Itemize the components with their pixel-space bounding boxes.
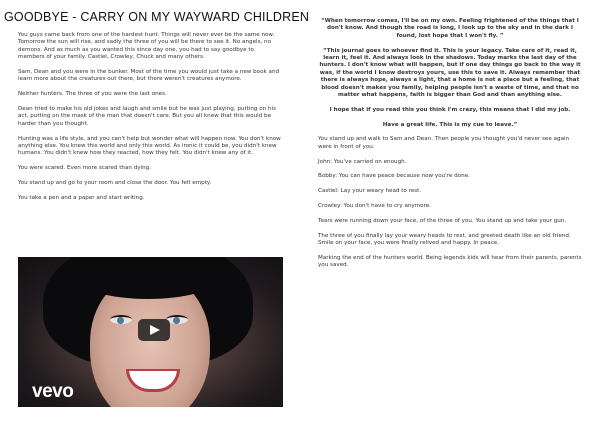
story-paragraph: You stand up and walk to Sam and Dean. Then people you thought you'd never see again were in front of you. [318, 136, 570, 150]
journal-quote: I hope that if you read this you think I'm crazy, this means that I did my job. [329, 106, 571, 113]
lyric-quote: “When tomorrow comes, I'll be on my own. Feeling frightened of the things that I don't know. And though the road is long, I look up to the sky and in the dark I found, lost hope that I won't fly. ” [321, 18, 579, 39]
right-column [318, 18, 582, 277]
page-title: GOODBYE - CARRY ON MY WAYWARD CHILDREN [4, 10, 310, 24]
story-paragraph: Marking the end of the hunters world. Being legends kids will hear from their parents, parents you saved. [318, 254, 582, 269]
dialogue-line: John: You've carried on enough. [318, 158, 407, 165]
play-button-icon[interactable] [138, 319, 170, 341]
story-paragraph: You take a pen and a paper and start writing. [18, 194, 145, 201]
story-paragraph: Sam, Dean and you were in the bunker. Most of the time you would just take a new book and learn more about the creatures out there, but there weren't creatures anymore. [18, 69, 280, 83]
video-player[interactable] [18, 257, 283, 407]
story-paragraph: Tears were running down your face, of the three of you. You stand up and take your gun. [318, 217, 567, 224]
story-paragraph: You were scared. Even more scared than dying. [18, 165, 151, 172]
video-thumbnail-eye [110, 315, 132, 324]
story-paragraph: Dean tried to make his old jokes and laugh and smile but he was just playing, putting on his act, putting on the mask of the man that doesn't care. But you all knew that this would be harder than you thought. [18, 106, 277, 127]
story-paragraph: You guys came back from one of the hardest hunt. Things will never ever be the same now. Tomorrow the sun will rise, and sadly the three of you will be there to see it. No angels, no demons. And as much as you wanted this since day one, you had to say goodbye to members of your family. Castiel, Crowley, Chuck and many others. [18, 32, 275, 61]
video-thumbnail-fringe [78, 257, 218, 299]
journal-quote: Have a great life. This is my cue to leave.” [382, 121, 518, 128]
story-paragraph: The three of you finally lay your weary heads to rest, and greeted death like an old friend. Smile on your face, you were finally relived and happy. In peace. [318, 232, 571, 247]
story-paragraph: Hunting was a life style, and you can't help but wonder what will happen now. You don't know anything else. You knew this world and only this world. As ironic it could be, you didn't knew humans. You didn't knew how they reacted, how they felt. You didn't knew any of it. [18, 135, 281, 157]
dialogue-line: Bobby: You can have peace because now you're done. [318, 173, 470, 180]
story-paragraph: You stand up and go to your room and close the door. You felt empty. [18, 180, 212, 187]
story-paragraph: Neither hunters. The three of you were the last ones. [18, 91, 167, 98]
journal-quote: “This journal goes to whoever find it. This is your legacy. Take care of it, read it, learn it, feel it. And always look in the shadows. Today marks the last day of the hunters. I don't know what will happen, but if one day things go back to the way it was, if the world I know destroys yours, use this to save it. Always remember that there is always hope, always a light, that a home is not a place but a feeling, that blood doesn't makes you family, helping people isn't a waste of time, and that no matter what happens, faith is bigger than God and than anything else. [319, 47, 581, 99]
left-column [18, 32, 282, 210]
vevo-logo: vevo [32, 381, 74, 402]
dialogue-line: Castiel: Lay your weary head to rest. [318, 188, 422, 195]
dialogue-line: Crowley: You don't have to cry anymore. [318, 203, 431, 210]
